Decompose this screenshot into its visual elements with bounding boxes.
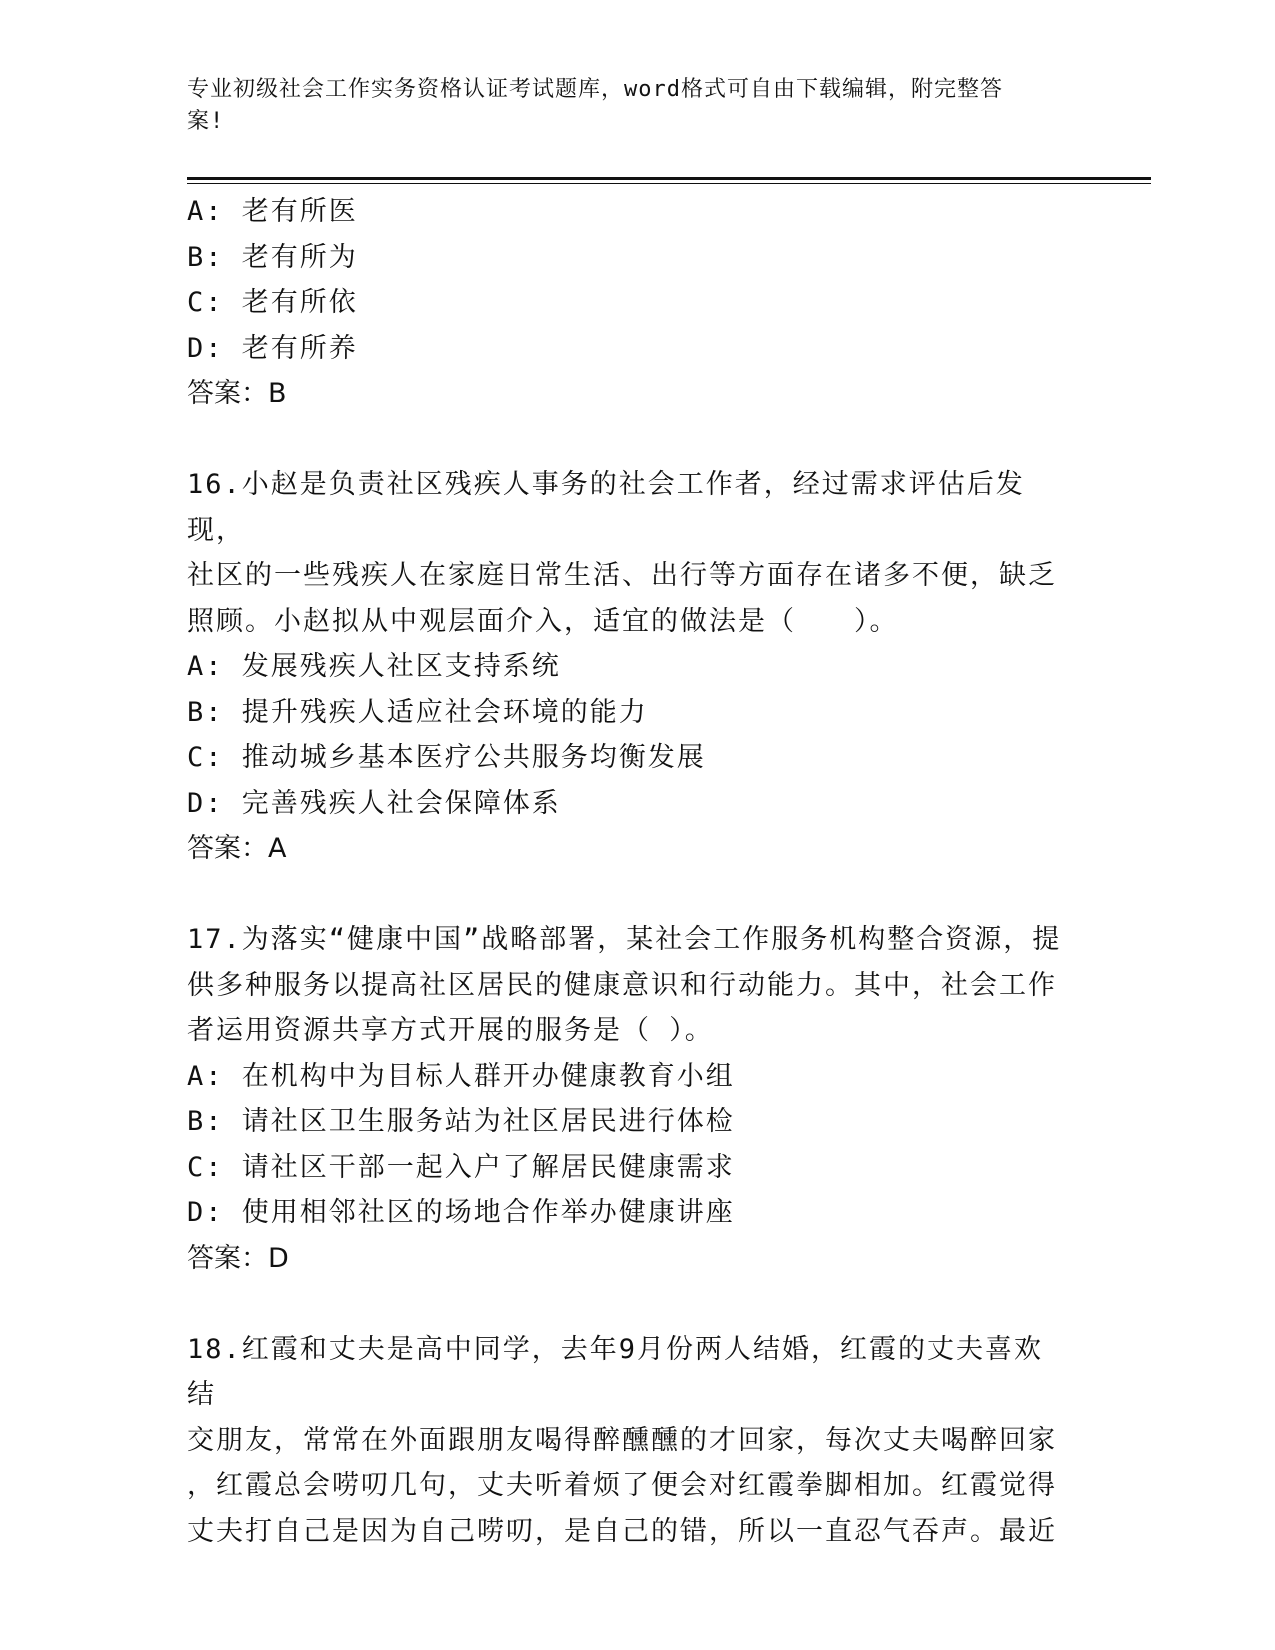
- question-15-continued: [187, 189, 1087, 417]
- option-a: A: 发展残疾人社区支持系统: [187, 651, 561, 682]
- option-a: A: 老有所医: [187, 196, 358, 227]
- header-line-2: 案!: [187, 109, 225, 134]
- question-text-line: 交朋友，常常在外面跟朋友喝得醉醺醺的才回家，每次丈夫喝醉回家: [187, 1424, 1057, 1456]
- question-text-line: 照顾。小赵拟从中观层面介入，适宜的做法是（ ）。: [187, 605, 899, 637]
- spacer: [187, 1281, 1087, 1327]
- option-b: B: 提升残疾人适应社会环境的能力: [187, 696, 648, 728]
- question-text-line: 者运用资源共享方式开展的服务是（ ）。: [187, 1015, 714, 1046]
- option-c: C: 请社区干部一起入户了解居民健康需求: [187, 1151, 735, 1183]
- question-16: [187, 462, 1087, 872]
- question-text-line: 18.红霞和丈夫是高中同学，去年9月份两人结婚，红霞的丈夫喜欢结: [187, 1333, 1044, 1410]
- question-text-line: 16.小赵是负责社区残疾人事务的社会工作者，经过需求评估后发现，: [187, 469, 1025, 546]
- option-b: B: 请社区卫生服务站为社区居民进行体检: [187, 1106, 735, 1137]
- option-a: A: 在机构中为目标人群开办健康教育小组: [187, 1060, 735, 1092]
- answer-line: 答案：A: [187, 833, 287, 864]
- spacer: [187, 417, 1087, 463]
- option-b: B: 老有所为: [187, 241, 358, 273]
- header-rule-thin: [187, 183, 1151, 184]
- answer-line: 答案：D: [187, 1242, 289, 1274]
- question-17: [187, 917, 1087, 1281]
- option-d: D: 完善残疾人社会保障体系: [187, 787, 561, 819]
- document-body: [187, 189, 1087, 1554]
- option-d: D: 老有所养: [187, 332, 358, 364]
- spacer: [187, 872, 1087, 918]
- question-text-line: 供多种服务以提高社区居民的健康意识和行动能力。其中，社会工作: [187, 969, 1057, 1001]
- question-text-line: ，红霞总会唠叨几句，丈夫听着烦了便会对红霞拳脚相加。红霞觉得: [187, 1470, 1057, 1501]
- header-rule-thick: [187, 177, 1151, 180]
- document-header: [187, 74, 1067, 138]
- answer-line: 答案：B: [187, 378, 287, 409]
- option-c: C: 推动城乡基本医疗公共服务均衡发展: [187, 742, 706, 773]
- option-d: D: 使用相邻社区的场地合作举办健康讲座: [187, 1197, 735, 1228]
- question-18: [187, 1327, 1087, 1555]
- option-c: C: 老有所依: [187, 287, 358, 318]
- question-text-line: 丈夫打自己是因为自己唠叨，是自己的错，所以一直忍气吞声。最近: [187, 1515, 1057, 1547]
- question-text-line: 社区的一些残疾人在家庭日常生活、出行等方面存在诸多不便，缺乏: [187, 560, 1057, 591]
- header-line-1: 专业初级社会工作实务资格认证考试题库，word格式可自由下载编辑，附完整答: [187, 77, 1003, 102]
- question-text-line: 17.为落实“健康中国”战略部署，某社会工作服务机构整合资源，提: [187, 924, 1062, 955]
